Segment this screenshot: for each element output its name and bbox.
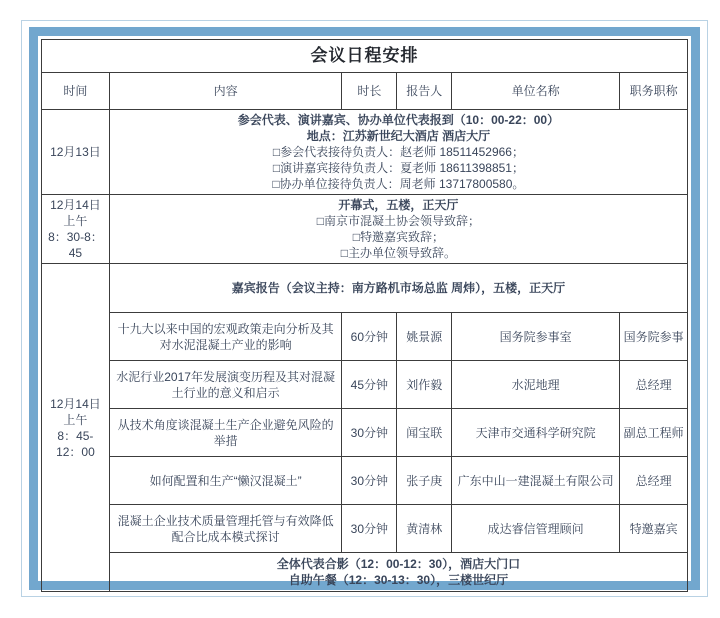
header-speaker: 报告人 (397, 73, 452, 110)
session-position: 特邀嘉宾 (620, 505, 688, 553)
session-position: 国务院参事 (620, 313, 688, 361)
session-speaker: 闻宝联 (397, 409, 452, 457)
session-content: 混凝土企业技术质量管理托管与有效降低配合比成本模式探讨 (109, 505, 342, 553)
header-content: 内容 (109, 73, 342, 110)
header-duration: 时长 (342, 73, 397, 110)
closing-row (42, 553, 688, 592)
session-row-1 (42, 313, 688, 361)
page-frame-outer (21, 20, 708, 597)
opening-line-3: □特邀嘉宾致辞； (352, 230, 445, 244)
session-speaker: 姚景源 (397, 313, 452, 361)
session-organization: 水泥地理 (452, 361, 620, 409)
reports-time-range: 8：45-12：00 (56, 428, 95, 459)
session-duration: 45分钟 (342, 361, 397, 409)
session-row-4 (42, 457, 688, 505)
opening-content-cell (109, 195, 687, 264)
session-organization: 天津市交通科学研究院 (452, 409, 620, 457)
header-organization: 单位名称 (452, 73, 620, 110)
opening-line-2: □南京市混凝土协会领导致辞； (316, 214, 481, 228)
closing-line-1: 全体代表合影（12：00-12：30），酒店大门口 (276, 557, 521, 571)
registration-time-cell: 12月13日 (42, 110, 110, 195)
opening-time-period: 上午 (63, 214, 88, 228)
registration-line-3: □参会代表接待负责人：赵老师 18511452966； (272, 145, 524, 159)
reports-time-period: 上午 (63, 412, 88, 427)
session-content: 十九大以来中国的宏观政策走向分析及其对水泥混凝土产业的影响 (109, 313, 342, 361)
opening-line-1: 开幕式，五楼，正天厅 (338, 198, 459, 212)
session-speaker: 刘作毅 (397, 361, 452, 409)
session-row-2 (42, 361, 688, 409)
session-content: 水泥行业2017年发展演变历程及其对混凝土行业的意义和启示 (109, 361, 342, 409)
schedule-table (41, 39, 688, 592)
session-content: 如何配置和生产“懒汉混凝土” (109, 457, 342, 505)
closing-line-2: 自助午餐（12：30-13：30），三楼世纪厅 (288, 573, 509, 587)
session-speaker: 黄清林 (397, 505, 452, 553)
opening-time-cell (42, 195, 110, 264)
registration-line-2: 地点：江苏新世纪大酒店 酒店大厅 (306, 129, 491, 143)
registration-row (42, 110, 688, 195)
page-frame-inner (29, 27, 700, 590)
opening-line-4: □主办单位领导致辞。 (340, 246, 457, 260)
session-duration: 30分钟 (342, 505, 397, 553)
session-position: 副总工程师 (620, 409, 688, 457)
session-organization: 成达睿信管理顾问 (452, 505, 620, 553)
page-title: 会议日程安排 (42, 40, 688, 73)
closing-content-cell (109, 553, 687, 592)
guest-report-header: 嘉宾报告（会议主持：南方路机市场总监 周炜），五楼，正天厅 (109, 264, 687, 313)
registration-line-1: 参会代表、演讲嘉宾、协办单位代表报到（10：00-22：00） (237, 113, 560, 127)
opening-time-date: 12月14日 (50, 198, 101, 212)
session-organization: 国务院参事室 (452, 313, 620, 361)
session-row-5 (42, 505, 688, 553)
reports-time-cell (42, 264, 110, 592)
column-header-row (42, 73, 688, 110)
session-speaker: 张子庚 (397, 457, 452, 505)
session-duration: 30分钟 (342, 457, 397, 505)
session-duration: 30分钟 (342, 409, 397, 457)
session-position: 总经理 (620, 361, 688, 409)
header-position: 职务职称 (620, 73, 688, 110)
guest-header-row (42, 264, 688, 313)
registration-line-4: □演讲嘉宾接待负责人：夏老师 18611398851； (272, 161, 524, 175)
title-row (42, 40, 688, 73)
session-organization: 广东中山一建混凝土有限公司 (452, 457, 620, 505)
session-content: 从技术角度谈混凝土生产企业避免风险的举措 (109, 409, 342, 457)
session-row-3 (42, 409, 688, 457)
session-duration: 60分钟 (342, 313, 397, 361)
registration-line-5: □协办单位接待负责人：周老师 13717800580。 (272, 177, 525, 191)
header-time: 时间 (42, 73, 110, 110)
opening-time-range: 8：30-8：45 (48, 230, 103, 260)
opening-row (42, 195, 688, 264)
reports-time-date: 12月14日 (50, 396, 101, 411)
session-position: 总经理 (620, 457, 688, 505)
registration-content-cell (109, 110, 687, 195)
